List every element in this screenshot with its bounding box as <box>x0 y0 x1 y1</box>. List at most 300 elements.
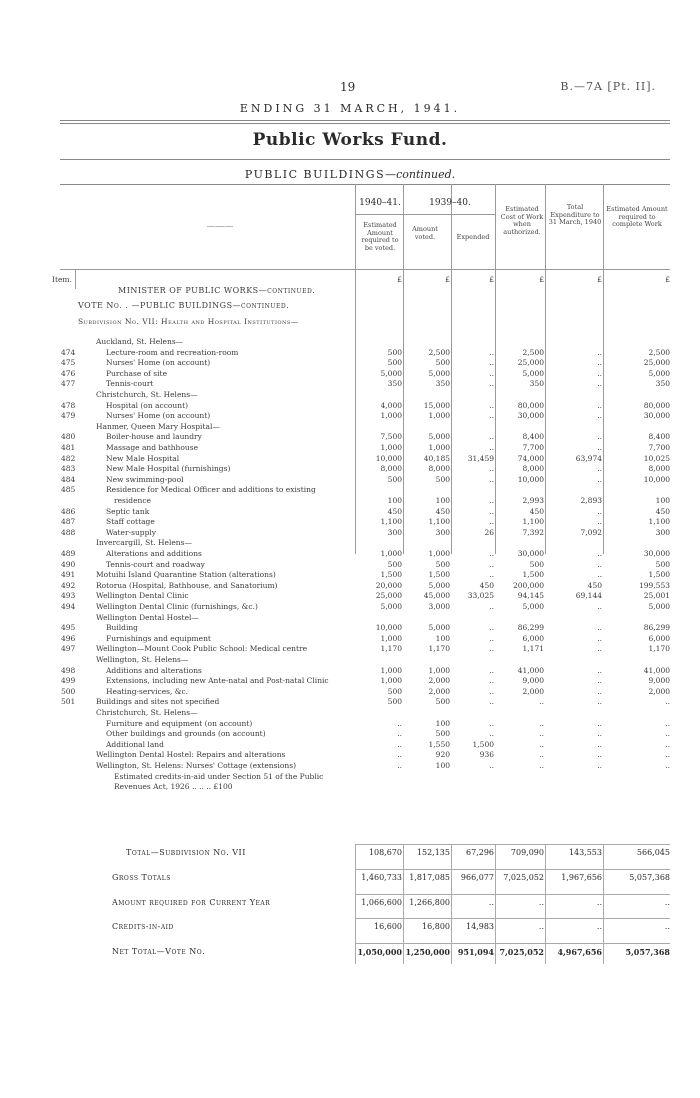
table-row <box>0 453 700 464</box>
item-number: 491 <box>61 570 76 580</box>
table-row <box>0 336 700 347</box>
item-number: 486 <box>61 506 76 516</box>
amount-cell: .. <box>597 347 602 357</box>
section-title <box>0 168 700 181</box>
amount-cell: 30,000 <box>643 549 670 558</box>
amount-cell: 500 <box>435 358 450 368</box>
total-amount: 951,094 <box>457 947 494 957</box>
amount-cell: 7,700 <box>648 443 670 452</box>
amount-cell: 500 <box>435 697 450 707</box>
amount-cell: 86,299 <box>517 623 544 633</box>
amount-cell: 500 <box>387 697 402 707</box>
total-amount: 1,050,000 <box>357 947 402 957</box>
item-number: 485 <box>61 485 76 495</box>
amount-cell: 5,000 <box>380 368 402 378</box>
total-row <box>0 920 700 934</box>
amount-cell: 69,144 <box>575 591 602 601</box>
amount-cell: 350 <box>435 379 450 389</box>
item-description: Motuihi Island Quarantine Station (alterations) <box>96 570 276 580</box>
amount-cell: 100 <box>655 496 670 505</box>
amount-cell: 1,550 <box>428 739 450 749</box>
amount-cell: 10,025 <box>643 453 670 463</box>
amount-cell: .. <box>489 761 494 770</box>
amount-cell: 10,000 <box>375 453 402 463</box>
column-rule <box>603 844 604 964</box>
amount-cell: .. <box>489 432 494 442</box>
amount-cell: .. <box>489 464 494 474</box>
total-label: Gross Totals <box>112 873 171 882</box>
table-row <box>0 410 700 421</box>
amount-cell: 41,000 <box>643 665 670 675</box>
header-expended: Expended <box>456 233 490 241</box>
total-amount: 1,266,800 <box>409 898 450 907</box>
amount-cell: 300 <box>387 527 402 537</box>
amount-cell: 2,893 <box>580 496 602 505</box>
header-total-expenditure: Total Expenditure to 31 March, 1940 <box>548 203 602 226</box>
amount-cell: 30,000 <box>517 411 544 421</box>
total-amount: 709,090 <box>510 848 544 857</box>
table-row <box>0 580 700 591</box>
amount-cell: 25,000 <box>517 358 544 368</box>
amount-cell: 1,100 <box>428 517 450 527</box>
amount-cell: .. <box>665 729 670 739</box>
item-description: Tennis-court <box>106 379 154 389</box>
amount-cell: 1,000 <box>380 411 402 421</box>
currency-symbol: £ <box>539 275 544 284</box>
table-row <box>0 474 700 485</box>
amount-cell: 2,500 <box>648 347 670 357</box>
table-row <box>0 643 700 654</box>
amount-cell: 80,000 <box>643 400 670 410</box>
amount-cell: 4,000 <box>380 400 402 410</box>
amount-cell: .. <box>489 347 494 357</box>
amount-cell: .. <box>489 633 494 643</box>
amount-cell: .. <box>489 400 494 410</box>
period-heading: ENDING 31 MARCH, 1941. <box>239 102 461 115</box>
currency-symbol: £ <box>397 275 402 284</box>
amount-cell: 74,000 <box>517 453 544 463</box>
amount-cell: 2,993 <box>522 496 544 505</box>
amount-cell: .. <box>597 633 602 643</box>
total-amount: 7,025,052 <box>503 873 544 882</box>
amount-cell: 1,000 <box>428 443 450 452</box>
item-number: 487 <box>61 517 76 527</box>
amount-cell: 500 <box>387 347 402 357</box>
amount-cell: 63,974 <box>575 453 602 463</box>
amount-cell: 100 <box>435 633 450 643</box>
total-amount: 143,553 <box>568 848 602 857</box>
item-description: Wellington, St. Helens— <box>96 655 189 664</box>
item-description: Wellington Dental Clinic (furnishings, &c.) <box>96 602 258 611</box>
amount-cell: .. <box>597 623 602 633</box>
amount-cell: .. <box>597 739 602 749</box>
item-description: Estimated credits-in-aid under Section 51 of the Public <box>114 771 324 781</box>
stub-heading: ——— <box>206 222 234 232</box>
amount-cell: .. <box>397 739 402 749</box>
amount-cell: 500 <box>387 559 402 569</box>
amount-cell: .. <box>489 623 494 633</box>
total-amount: 566,045 <box>636 848 670 857</box>
amount-cell: 6,000 <box>522 633 544 643</box>
item-description: Heating-services, &c. <box>106 686 189 696</box>
amount-cell: 25,000 <box>643 358 670 368</box>
total-amount: 5,057,368 <box>625 947 670 957</box>
amount-cell: .. <box>597 411 602 421</box>
amount-cell: 450 <box>479 580 494 590</box>
table-row <box>0 569 700 580</box>
amount-cell: .. <box>397 761 402 770</box>
item-number: 478 <box>61 400 76 410</box>
amount-cell: .. <box>665 718 670 728</box>
amount-cell: .. <box>489 549 494 558</box>
amount-cell: .. <box>539 739 544 749</box>
table-row <box>0 760 700 771</box>
amount-cell: .. <box>597 400 602 410</box>
table-row <box>0 442 700 453</box>
table-row <box>0 601 700 612</box>
amount-cell: 350 <box>529 379 544 389</box>
total-label: Amount required for Current Year <box>112 898 271 907</box>
total-amount: 14,983 <box>466 922 494 931</box>
amount-cell: 8,400 <box>522 432 544 442</box>
year-1940-41: 1940–41. <box>359 198 401 208</box>
amount-cell: .. <box>539 750 544 760</box>
total-label: Credits-in-aid <box>112 922 174 931</box>
amount-cell: 5,000 <box>428 580 450 590</box>
currency-symbol: £ <box>597 275 602 284</box>
fund-title: Public Works Fund. <box>252 130 448 150</box>
amount-cell: 500 <box>435 559 450 569</box>
amount-cell: 8,000 <box>648 464 670 474</box>
table-row <box>0 781 700 792</box>
amount-cell: .. <box>489 358 494 368</box>
amount-cell: .. <box>397 729 402 739</box>
item-description: New Male Hospital <box>106 453 180 463</box>
table-row <box>0 739 700 750</box>
amount-cell: 9,000 <box>522 676 544 686</box>
amount-cell: .. <box>539 697 544 707</box>
item-description: Additions and alterations <box>106 665 202 675</box>
amount-cell: 15,000 <box>423 400 450 410</box>
amount-cell: .. <box>397 718 402 728</box>
amount-cell: .. <box>597 750 602 760</box>
item-description: Extensions, including new Ante-natal and Post-natal Clinic <box>106 676 329 686</box>
item-description: Hanmer, Queen Mary Hospital— <box>96 421 220 431</box>
amount-cell: 500 <box>655 559 670 569</box>
item-number: 494 <box>61 602 76 611</box>
amount-cell: .. <box>489 676 494 686</box>
item-description: Buildings and sites not specified <box>96 697 220 707</box>
amount-cell: 30,000 <box>643 411 670 421</box>
total-amount: .. <box>538 898 544 907</box>
item-description: Staff cottage <box>106 517 155 527</box>
total-amount: .. <box>538 922 544 931</box>
item-number: 484 <box>61 474 76 484</box>
amount-cell: 1,000 <box>428 665 450 675</box>
column-rule <box>355 844 356 964</box>
amount-cell: 5,000 <box>522 368 544 378</box>
amount-cell: 1,100 <box>380 517 402 527</box>
total-amount: 67,296 <box>466 848 494 857</box>
amount-cell: 30,000 <box>517 549 544 558</box>
item-description: Alterations and additions <box>106 549 202 558</box>
total-label: Net Total—Vote No. <box>112 947 206 956</box>
item-number: 497 <box>61 644 76 654</box>
amount-cell: 1,171 <box>522 644 544 654</box>
table-row <box>0 495 700 506</box>
column-rule <box>545 844 546 964</box>
item-description: Furniture and equipment (on account) <box>106 718 253 728</box>
item-number: 492 <box>61 580 76 590</box>
amount-cell: .. <box>597 718 602 728</box>
amount-cell: .. <box>597 549 602 558</box>
amount-cell: 94,145 <box>517 591 544 601</box>
amount-cell: 500 <box>387 358 402 368</box>
total-amount: .. <box>664 922 670 931</box>
amount-cell: 25,001 <box>643 591 670 601</box>
total-row <box>0 945 700 959</box>
amount-cell: 200,000 <box>512 580 544 590</box>
item-number: 481 <box>61 443 76 452</box>
amount-cell: 1,170 <box>648 644 670 654</box>
total-amount: .. <box>488 898 494 907</box>
item-description: Purchase of site <box>106 368 168 378</box>
amount-cell: 1,000 <box>380 633 402 643</box>
amount-cell: 500 <box>435 729 450 739</box>
item-description: Lecture-room and recreation-room <box>106 347 239 357</box>
amount-cell: 8,000 <box>428 464 450 474</box>
amount-cell: .. <box>597 474 602 484</box>
amount-cell: .. <box>489 644 494 654</box>
table-row <box>0 357 700 368</box>
minister-heading: MINISTER OF PUBLIC WORKS—continued. <box>118 286 316 295</box>
amount-cell: 1,500 <box>428 570 450 580</box>
total-amount: 108,670 <box>368 848 402 857</box>
amount-cell: 7,500 <box>380 432 402 442</box>
amount-cell: 26 <box>484 527 494 537</box>
amount-cell: .. <box>665 739 670 749</box>
item-description: Boiler-house and laundry <box>106 432 202 442</box>
amount-cell: 500 <box>529 559 544 569</box>
item-number: 483 <box>61 464 76 474</box>
item-description: Nurses' Home (on account) <box>106 411 211 421</box>
currency-symbol: £ <box>665 275 670 284</box>
amount-cell: 1,500 <box>380 570 402 580</box>
amount-cell: 2,000 <box>428 676 450 686</box>
table-row <box>0 707 700 718</box>
amount-cell: 1,100 <box>648 517 670 527</box>
item-number: 480 <box>61 432 76 442</box>
item-description: Nurses' Home (on account) <box>106 358 211 368</box>
amount-cell: 450 <box>435 506 450 516</box>
item-description: Water-supply <box>106 527 157 537</box>
amount-cell: .. <box>489 506 494 516</box>
rule <box>60 120 670 121</box>
amount-cell: 450 <box>529 506 544 516</box>
amount-cell: 1,000 <box>380 665 402 675</box>
amount-cell: .. <box>665 750 670 760</box>
document-reference: B.—7A [Pt. II]. <box>560 80 656 93</box>
total-row <box>0 871 700 885</box>
total-amount: 4,967,656 <box>557 947 602 957</box>
item-number: 482 <box>61 453 76 463</box>
table-row <box>0 686 700 697</box>
amount-cell: .. <box>539 718 544 728</box>
total-amount: 16,600 <box>374 922 402 931</box>
table-row <box>0 612 700 623</box>
subdivision-heading: Subdivision No. VII: Health and Hospital Institutions— <box>78 317 299 326</box>
item-number: 500 <box>61 686 76 696</box>
table-row <box>0 516 700 527</box>
table-row <box>0 506 700 517</box>
year-1939-40: 1939–40. <box>429 198 471 208</box>
item-description: Additional land <box>106 739 164 749</box>
amount-cell: .. <box>539 729 544 739</box>
table-row <box>0 771 700 782</box>
item-number: 496 <box>61 633 76 643</box>
amount-cell: 1,500 <box>472 739 494 749</box>
amount-cell: 5,000 <box>428 432 450 442</box>
table-row <box>0 431 700 442</box>
table-row <box>0 400 700 411</box>
section-title-suffix: —continued. <box>385 168 456 181</box>
amount-cell: 8,000 <box>522 464 544 474</box>
header-estimated-required: Estimated Amount required to be voted. <box>361 221 399 252</box>
total-amount: 1,066,600 <box>361 898 402 907</box>
item-number: 489 <box>61 549 76 558</box>
item-description: Christchurch, St. Helens— <box>96 708 198 717</box>
amount-cell: .. <box>597 644 602 654</box>
amount-cell: 7,392 <box>522 527 544 537</box>
item-description: New swimming-pool <box>106 474 184 484</box>
rule <box>60 159 670 160</box>
item-number: 474 <box>61 347 76 357</box>
table-row <box>0 654 700 665</box>
item-description: Other buildings and grounds (on account) <box>106 729 266 739</box>
amount-cell: 2,000 <box>428 686 450 696</box>
amount-cell: 2,000 <box>648 686 670 696</box>
item-description: Residence for Medical Officer and additions to existing <box>106 485 316 495</box>
table-row <box>0 590 700 601</box>
currency-row <box>0 274 700 285</box>
table-row <box>0 537 700 548</box>
amount-cell: .. <box>665 697 670 707</box>
vote-heading: VOTE No. . —PUBLIC BUILDINGS—continued. <box>78 301 290 310</box>
table-row <box>0 527 700 538</box>
amount-cell: .. <box>489 686 494 696</box>
total-amount: 5,057,368 <box>629 873 670 882</box>
table-row <box>0 389 700 400</box>
amount-cell: 1,100 <box>522 517 544 527</box>
item-number: 475 <box>61 358 76 368</box>
amount-cell: 100 <box>435 761 450 770</box>
item-number: 479 <box>61 411 76 421</box>
item-description: New Male Hospital (furnishings) <box>106 464 231 474</box>
amount-cell: .. <box>489 368 494 378</box>
item-number: 495 <box>61 623 76 633</box>
total-amount: .. <box>596 922 602 931</box>
table-row <box>0 378 700 389</box>
amount-cell: 9,000 <box>648 676 670 686</box>
item-description: Tennis-court and roadway <box>106 559 205 569</box>
column-rule <box>451 844 452 964</box>
amount-cell: .. <box>489 602 494 611</box>
header-amount-voted: Amount voted. <box>412 225 438 241</box>
amount-cell: 2,500 <box>428 347 450 357</box>
table-row <box>0 484 700 495</box>
table-row <box>0 749 700 760</box>
amount-cell: 86,299 <box>643 623 670 633</box>
section-title-text: PUBLIC BUILDINGS <box>244 168 386 181</box>
amount-cell: .. <box>489 517 494 527</box>
item-description: Septic tank <box>106 506 150 516</box>
amount-cell: 45,000 <box>423 591 450 601</box>
amount-cell: 5,000 <box>648 368 670 378</box>
amount-cell: 1,170 <box>428 644 450 654</box>
amount-cell: 7,092 <box>580 527 602 537</box>
amount-cell: 100 <box>435 496 450 505</box>
amount-cell: 2,500 <box>522 347 544 357</box>
amount-cell: 936 <box>479 750 494 760</box>
amount-cell: 500 <box>387 686 402 696</box>
item-description: Wellington—Mount Cook Public School: Medical centre <box>96 644 308 654</box>
amount-cell: .. <box>597 559 602 569</box>
amount-cell: 8,000 <box>380 464 402 474</box>
amount-cell: .. <box>597 729 602 739</box>
currency-symbol: £ <box>445 275 450 284</box>
amount-cell: .. <box>489 697 494 707</box>
header-amount-to-complete: Estimated Amount required to complete Work <box>606 205 668 228</box>
total-amount: .. <box>596 898 602 907</box>
amount-cell: 6,000 <box>648 633 670 643</box>
table-row <box>0 622 700 633</box>
amount-cell: 450 <box>587 580 602 590</box>
amount-cell: 7,700 <box>522 443 544 452</box>
total-amount: 1,250,000 <box>405 947 450 957</box>
item-description: Auckland, St. Helens— <box>96 337 184 346</box>
item-description: Hospital (on account) <box>106 400 189 410</box>
amount-cell: .. <box>597 761 602 770</box>
amount-cell: 500 <box>387 474 402 484</box>
amount-cell: .. <box>597 464 602 474</box>
table-row <box>0 665 700 676</box>
amount-cell: 3,000 <box>428 602 450 611</box>
amount-cell: 350 <box>387 379 402 389</box>
amount-cell: .. <box>597 697 602 707</box>
amount-cell: 2,000 <box>522 686 544 696</box>
amount-cell: .. <box>597 570 602 580</box>
table-row <box>0 368 700 379</box>
amount-cell: 300 <box>655 527 670 537</box>
amount-cell: 25,000 <box>375 591 402 601</box>
amount-cell: 31,459 <box>467 453 494 463</box>
amount-cell: .. <box>597 368 602 378</box>
amount-cell: 1,500 <box>522 570 544 580</box>
item-description: Revenues Act, 1926 .. .. .. £100 <box>114 782 233 792</box>
total-row <box>0 846 700 860</box>
amount-cell: 1,000 <box>380 549 402 558</box>
amount-cell: 5,000 <box>428 623 450 633</box>
amount-cell: 920 <box>435 750 450 760</box>
amount-cell: .. <box>597 517 602 527</box>
total-row <box>0 896 700 910</box>
table-row <box>0 548 700 559</box>
amount-cell: .. <box>597 358 602 368</box>
table-row <box>0 675 700 686</box>
item-description: Rotorua (Hospital, Bathhouse, and Sanatorium) <box>96 580 278 590</box>
table-row <box>0 728 700 739</box>
amount-cell: .. <box>597 602 602 611</box>
